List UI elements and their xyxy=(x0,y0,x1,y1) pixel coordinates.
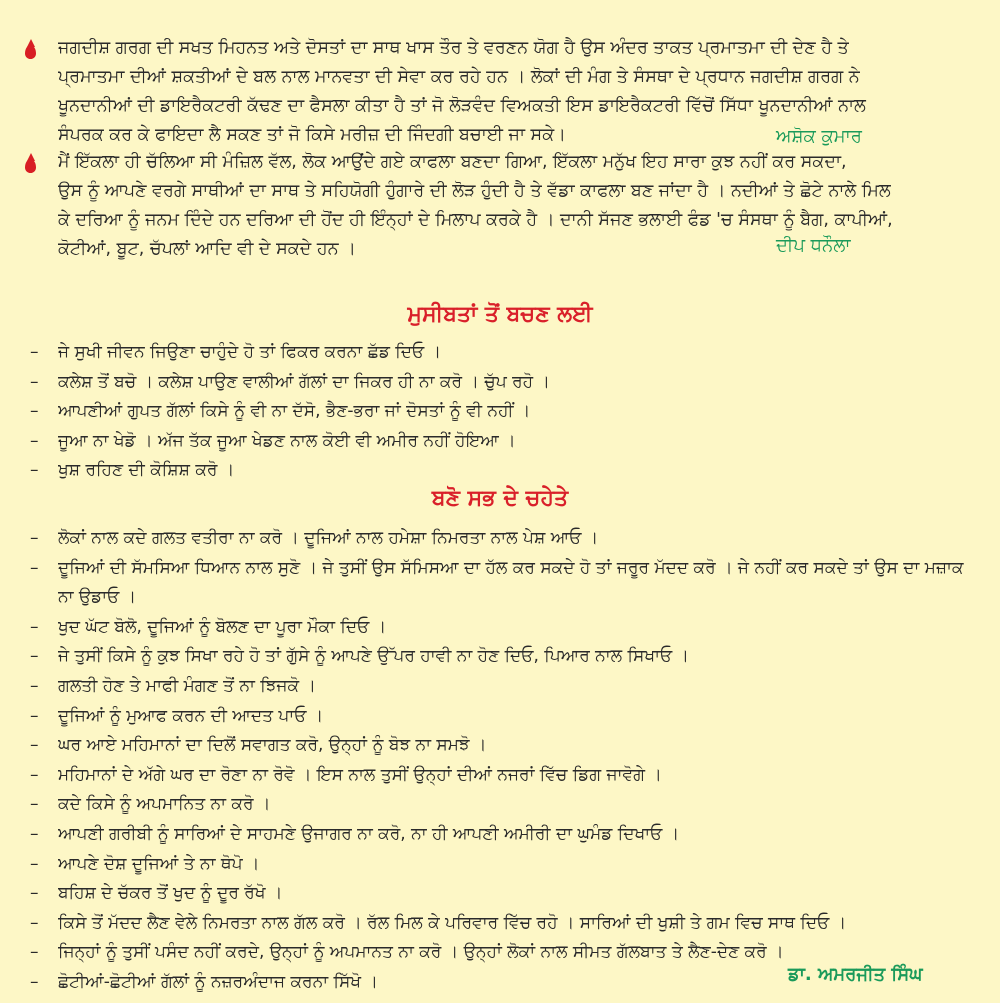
list-item-text: ਜੂਆ ਨਾ ਖੇਡੋ । ਅੱਜ ਤੱਕ ਜੂਆ ਖੇਡਣ ਨਾਲ ਕੋਈ ਵੀ ਅਮੀਰ ਨਹੀਂ ਹੋਇਆ । xyxy=(58,430,516,451)
dash-bullet: – xyxy=(30,460,39,481)
dash-bullet: – xyxy=(30,401,39,422)
list-item-text: ਮਹਿਮਾਨਾਂ ਦੇ ਅੱਗੇ ਘਰ ਦਾ ਰੋਣਾ ਨਾ ਰੋਵੋ । ਇਸ ਨਾਲ ਤੁਸੀਂ ਉਨ੍ਹਾਂ ਦੀਆਂ ਨਜਰਾਂ ਵਿੱਚ ਡਿਗ ਜਾਵੋਗੇ । xyxy=(58,764,662,785)
blood-drop-icon xyxy=(25,45,36,59)
list-item xyxy=(0,524,1000,554)
list-item xyxy=(0,909,1000,939)
list-item-text: ਆਪਣੀਆਂ ਗੁਪਤ ਗੱਲਾਂ ਕਿਸੇ ਨੂੰ ਵੀ ਨਾ ਦੱਸੋ, ਭੈਣ-ਭਰਾ ਜਾਂ ਦੋਸਤਾਂ ਨੂੰ ਵੀ ਨਹੀਂ । xyxy=(58,401,531,422)
dash-bullet: – xyxy=(30,371,39,392)
dash-bullet: – xyxy=(30,342,39,362)
list-item-text: ਕਿਸੇ ਤੋਂ ਮੱਦਦ ਲੈਣ ਵੇਲੇ ਨਿਮਰਤਾ ਨਾਲ ਗੱਲ ਕਰੋ । ਰੱਲ ਮਿਲ ਕੇ ਪਰਿਵਾਰ ਵਿੱਚ ਰਹੋ । ਸਾਰਿਆਂ ਦੀ ਖੁਸ਼ੀ ਤੇ ਗਮ ਵਿਚ ਸਾਥ ਦਿਓ । xyxy=(58,912,847,933)
quote-line: ਉਸ ਨੂੰ ਆਪਣੇ ਵਰਗੇ ਸਾਥੀਆਂ ਦਾ ਸਾਥ ਤੇ ਸਹਿਯੋਗੀ ਹੁੰਗਾਰੇ ਦੀ ਲੋੜ ਹੁੰਦੀ ਹੈ ਤੇ ਵੱਡਾ ਕਾਫਲਾ ਬਣ ਜਾਂਦਾ ਹੈ । ਨਦੀਆਂ ਤੇ ਛੋਟੇ ਨਾਲੇ ਮਿਲ xyxy=(58,181,891,201)
list-item xyxy=(0,338,1000,368)
dash-bullet: – xyxy=(30,557,39,578)
list-item-text: ਜੇ ਸੁਖੀ ਜੀਵਨ ਜਿਉਣਾ ਚਾਹੁੰਦੇ ਹੋ ਤਾਂ ਫਿਕਰ ਕਰਨਾ ਛੱਡ ਦਿਓ । xyxy=(58,342,442,362)
dash-bullet: – xyxy=(30,823,39,844)
list-item-text: ਦੂਜਿਆਂ ਨੂੰ ਮੁਆਫ ਕਰਨ ਦੀ ਆਦਤ ਪਾਓ । xyxy=(58,705,324,726)
list-item xyxy=(0,850,1000,880)
dash-bullet: – xyxy=(30,942,39,963)
list-item xyxy=(0,368,1000,398)
list-item xyxy=(0,397,1000,427)
quote-line: ਪ੍ਰਮਾਤਮਾ ਦੀਆਂ ਸ਼ਕਤੀਆਂ ਦੇ ਬਲ ਨਾਲ ਮਾਨਵਤਾ ਦੀ ਸੇਵਾ ਕਰ ਰਹੇ ਹਨ । ਲੋਕਾਂ ਦੀ ਮੰਗ ਤੇ ਸੰਸਥਾ ਦੇ ਪ੍ਰਧਾਨ ਜਗਦੀਸ਼ ਗਰਗ ਨੇ xyxy=(58,67,860,87)
dash-bullet: – xyxy=(30,971,39,992)
list-item-text: ਜਿਨ੍ਹਾਂ ਨੂੰ ਤੁਸੀਂ ਪਸੰਦ ਨਹੀਂ ਕਰਦੇ, ਉਨ੍ਹਾਂ ਨੂੰ ਅਪਮਾਨਤ ਨਾ ਕਰੋ । ਉਨ੍ਹਾਂ ਲੋਕਾਂ ਨਾਲ ਸੀਮਤ ਗੱਲਬਾਤ ਤੇ ਲੈਣ-ਦੇਣ ਕਰੋ । xyxy=(58,942,784,963)
list-item xyxy=(0,702,1000,732)
list-item xyxy=(0,427,1000,457)
dash-bullet: – xyxy=(30,853,39,874)
quote-line: ਜਗਦੀਸ਼ ਗਰਗ ਦੀ ਸਖਤ ਮਿਹਨਤ ਅਤੇ ਦੋਸਤਾਂ ਦਾ ਸਾਥ ਖਾਸ ਤੌਰ ਤੇ ਵਰਣਨ ਯੋਗ ਹੈ ਉਸ ਅੰਦਰ ਤਾਕਤ ਪ੍ਰਮਾਤਮਾ ਦੀ ਦੇਣ ਹੈ ਤੇ xyxy=(58,38,849,58)
list-item-text: ਕਲੇਸ਼ ਤੋਂ ਬਚੋ । ਕਲੇਸ਼ ਪਾਉਣ ਵਾਲੀਆਂ ਗੱਲਾਂ ਦਾ ਜਿਕਰ ਹੀ ਨਾ ਕਰੋ । ਚੁੱਪ ਰਹੋ । xyxy=(58,371,550,392)
dash-bullet: – xyxy=(30,764,39,785)
section-heading-avoid-troubles: ਮੁਸੀਬਤਾਂ ਤੋਂ ਬਚਣ ਲਈ xyxy=(407,302,593,327)
list-item-text: ਦੂਜਿਆਂ ਦੀ ਸੱਮਸਿਆ ਧਿਆਨ ਨਾਲ ਸੁਣੋ । ਜੇ ਤੁਸੀਂ ਉਸ ਸੱਮਿਸਆ ਦਾ ਹੱਲ ਕਰ ਸਕਦੇ ਹੋ ਤਾਂ ਜਰੂਰ ਮੱਦਦ ਕਰੋ । ਜੇ ਨਹੀਂ ਕਰ ਸਕਦੇ ਤਾਂ ਉਸ ਦਾ ਮਜ਼ਾਕ ਨਾ ਉਡਾਓ । xyxy=(58,557,964,608)
quote-line: ਕੇ ਦਰਿਆ ਨੂੰ ਜਨਮ ਦਿੰਦੇ ਹਨ ਦਰਿਆ ਦੀ ਹੋਂਦ ਹੀ ਇੰਨ੍ਹਾਂ ਦੇ ਮਿਲਾਪ ਕਰਕੇ ਹੈ । ਦਾਨੀ ਸੱਜਣ ਭਲਾਈ ਫੰਡ 'ਚ ਸੰਸਥਾ ਨੂੰ ਬੈਗ, ਕਾਪੀਆਂ, xyxy=(58,210,893,230)
dash-bullet: – xyxy=(30,912,39,933)
dash-bullet: – xyxy=(30,616,39,637)
dash-bullet: – xyxy=(30,528,39,548)
list-item-text: ਕਦੇ ਕਿਸੇ ਨੂੰ ਅਪਮਾਨਿਤ ਨਾ ਕਰੋ । xyxy=(58,794,271,815)
list-item xyxy=(0,731,1000,761)
list-item xyxy=(0,613,1000,643)
list-item-text: ਘਰ ਆਏ ਮਹਿਮਾਨਾਂ ਦਾ ਦਿਲੋਂ ਸਵਾਗਤ ਕਰੋ, ਉਨ੍ਹਾਂ ਨੂੰ ਬੋਝ ਨਾ ਸਮਝੋ । xyxy=(58,735,487,756)
quote-line: ਕੋਟੀਆਂ, ਬੂਟ, ਚੱਪਲਾਂ ਆਦਿ ਵੀ ਦੇ ਸਕਦੇ ਹਨ । xyxy=(58,239,356,259)
dash-bullet: – xyxy=(30,735,39,756)
dash-bullet: – xyxy=(30,883,39,904)
dash-bullet: – xyxy=(30,675,39,696)
dash-bullet: – xyxy=(30,705,39,726)
quote-line: ਖੂਨਦਾਨੀਆਂ ਦੀ ਡਾਇਰੈਕਟਰੀ ਕੱਢਣ ਦਾ ਫੈਸਲਾ ਕੀਤਾ ਹੈ ਤਾਂ ਜੋ ਲੋੜਵੰਦ ਵਿਅਕਤੀ ਇਸ ਡਾਇਰੈਕਟਰੀ ਵਿੱਚੋਂ ਸਿੱਧਾ ਖੂਨਦਾਨੀਆਂ ਨਾਲ xyxy=(58,96,866,116)
dash-bullet: – xyxy=(30,646,39,667)
list-item xyxy=(0,790,1000,820)
quote-author-1: ਅਸ਼ੋਕ ਕੁਮਾਰ xyxy=(776,126,862,147)
quote-line: ਸੰਪਰਕ ਕਰ ਕੇ ਫਾਇਦਾ ਲੈ ਸਕਣ ਤਾਂ ਜੋ ਕਿਸੇ ਮਰੀਜ਼ ਦੀ ਜਿੰਦਗੀ ਬਚਾਈ ਜਾ ਸਕੇ। xyxy=(58,125,566,145)
quote-author-2: ਦੀਪ ਧਨੌਲਾ xyxy=(776,235,851,256)
list-item-text: ਛੋਟੀਆਂ-ਛੋਟੀਆਂ ਗੱਲਾਂ ਨੂੰ ਨਜ਼ਰਅੰਦਾਜ ਕਰਨਾ ਸਿੱਖੋ । xyxy=(58,971,378,992)
list-item xyxy=(0,879,1000,909)
dash-bullet: – xyxy=(30,794,39,815)
list-item-text: ਗਲਤੀ ਹੋਣ ਤੇ ਮਾਫੀ ਮੰਗਣ ਤੋਂ ਨਾ ਝਿਜਕੋ । xyxy=(58,675,316,696)
list-item-text: ਆਪਣੀ ਗਰੀਬੀ ਨੂੰ ਸਾਰਿਆਂ ਦੇ ਸਾਹਮਣੇ ਉਜਾਗਰ ਨਾ ਕਰੋ, ਨਾ ਹੀ ਆਪਣੀ ਅਮੀਰੀ ਦਾ ਘੁਮੰਡ ਦਿਖਾਓ । xyxy=(58,823,680,844)
list-item xyxy=(0,672,1000,702)
article-author: ਡਾ. ਅਮਰਜੀਤ ਸਿੰਘ xyxy=(788,964,923,985)
troubles-list xyxy=(0,338,1000,486)
quote-line: ਮੈਂ ਇੱਕਲਾ ਹੀ ਚੱਲਿਆ ਸੀ ਮੰਜ਼ਿਲ ਵੱਲ, ਲੋਕ ਆਉਂਦੇ ਗਏ ਕਾਫਲਾ ਬਣਦਾ ਗਿਆ, ਇੱਕਲਾ ਮਨੁੱਖ ਇਹ ਸਾਰਾ ਕੁਝ ਨਹੀਂ ਕਰ ਸਕਦਾ, xyxy=(58,152,847,172)
list-item-text: ਖੁਸ਼ ਰਹਿਣ ਦੀ ਕੋਸ਼ਿਸ਼ ਕਰੋ । xyxy=(58,460,235,481)
list-item-text: ਜੇ ਤੁਸੀਂ ਕਿਸੇ ਨੂੰ ਕੁਝ ਸਿਖਾ ਰਹੇ ਹੋ ਤਾਂ ਗੁੱਸੇ ਨੂੰ ਆਪਣੇ ਉੱਪਰ ਹਾਵੀ ਨਾ ਹੋਣ ਦਿਓ, ਪਿਆਰ ਨਾਲ ਸਿਖਾਓ । xyxy=(58,646,690,667)
list-item xyxy=(0,456,1000,486)
list-item-text: ਖੁਦ ਘੱਟ ਬੋਲੋ, ਦੂਜਿਆਂ ਨੂੰ ਬੋਲਣ ਦਾ ਪੂਰਾ ਮੌਕਾ ਦਿਓ । xyxy=(58,616,387,637)
section-heading-be-beloved: ਬਣੋ ਸਭ ਦੇ ਚਹੇਤੇ xyxy=(431,486,569,511)
blood-drop-icon xyxy=(25,159,36,173)
list-item-text: ਆਪਣੇ ਦੋਸ਼ ਦੂਜਿਆਂ ਤੇ ਨਾ ਥੋਪੋ । xyxy=(58,853,260,874)
list-item xyxy=(0,761,1000,791)
list-item xyxy=(0,642,1000,672)
list-item xyxy=(0,554,1000,613)
list-item-text: ਬਹਿਸ਼ ਦੇ ਚੱਕਰ ਤੋਂ ਖੁਦ ਨੂੰ ਦੂਰ ਰੱਖੋ । xyxy=(58,883,283,904)
list-item-text: ਲੋਕਾਂ ਨਾਲ ਕਦੇ ਗਲਤ ਵਤੀਰਾ ਨਾ ਕਰੋ । ਦੂਜਿਆਂ ਨਾਲ ਹਮੇਸ਼ਾ ਨਿਮਰਤਾ ਨਾਲ ਪੇਸ਼ ਆਓ । xyxy=(58,528,599,548)
beloved-list xyxy=(0,524,1000,998)
list-item xyxy=(0,820,1000,850)
dash-bullet: – xyxy=(30,430,39,451)
